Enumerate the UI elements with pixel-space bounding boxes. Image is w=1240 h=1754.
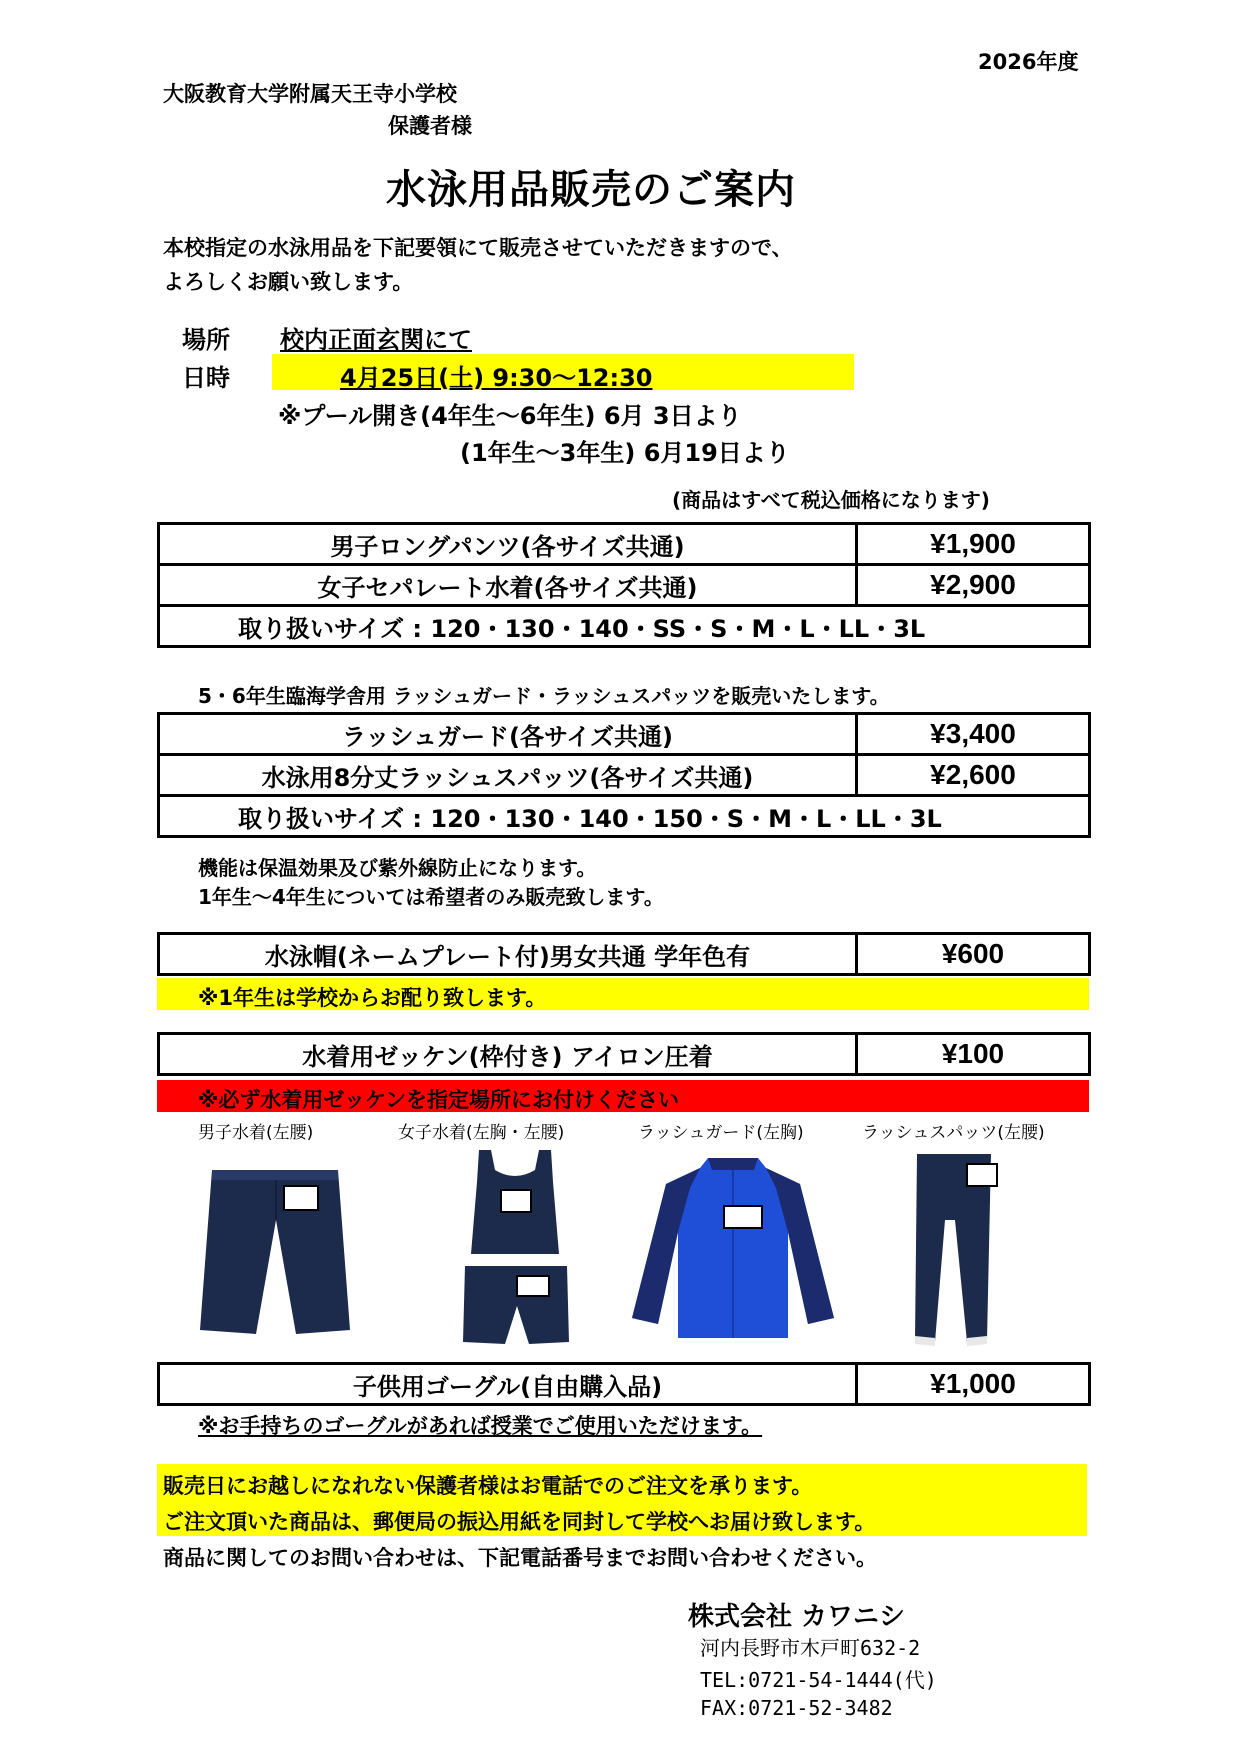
photo-caption: ラッシュガード(左胸) (638, 1123, 804, 1143)
rash-guard-photo (628, 1148, 838, 1348)
boys-trunks-photo (190, 1150, 360, 1350)
company-address: 河内長野市木戸町632-2 (700, 1636, 921, 1660)
item-name: 子供用ゴーグル(自由購入品) (159, 1364, 857, 1405)
function-note: 機能は保温効果及び紫外線防止になります。 (198, 856, 597, 880)
item-price: ¥1,000 (857, 1364, 1090, 1405)
table-row (159, 714, 1090, 755)
company-name: 株式会社 カワニシ (688, 1602, 906, 1632)
delivery-note: ご注文頂いた商品は、郵便局の振込用紙を同封して学校へお届け致します。 (163, 1510, 876, 1534)
place-label: 場所 (182, 326, 230, 354)
goggles-note: ※お手持ちのゴーグルがあれば授業でご使用いただけます。 (198, 1414, 763, 1438)
cap-note: ※1年生は学校からお配り致します。 (198, 986, 547, 1010)
inquiry-note: 商品に関してのお問い合わせは、下記電話番号までお問い合わせください。 (163, 1546, 877, 1570)
fiscal-year: 2026年度 (978, 50, 1079, 74)
size-range: 取り扱いサイズ : 120・130・140・SS・S・M・L・LL・3L (159, 606, 1090, 647)
item-name: 水泳用8分丈ラッシュスパッツ(各サイズ共通) (159, 755, 857, 796)
date-label: 日時 (182, 364, 230, 392)
intro-line-1: 本校指定の水泳用品を下記要領にて販売させていただきますので、 (163, 236, 793, 260)
table-row (159, 565, 1090, 606)
swimwear-price-table (157, 522, 1091, 648)
date-value: 4月25日(土) 9:30〜12:30 (340, 364, 653, 392)
pool-opening-lower: (1年生〜3年生) 6月19日より (460, 439, 790, 467)
item-price: ¥2,600 (857, 755, 1090, 796)
phone-order-note: 販売日にお越しになれない保護者様はお電話でのご注文を承ります。 (163, 1474, 813, 1498)
item-price: ¥600 (857, 934, 1090, 975)
table-row (159, 1364, 1090, 1405)
table-row (159, 1034, 1090, 1075)
item-name: 男子ロングパンツ(各サイズ共通) (159, 524, 857, 565)
company-fax: FAX:0721-52-3482 (700, 1696, 893, 1720)
size-range: 取り扱いサイズ : 120・130・140・150・S・M・L・LL・3L (159, 796, 1090, 837)
zekken-price-table (157, 1032, 1091, 1076)
table-row (159, 796, 1090, 837)
item-price: ¥3,400 (857, 714, 1090, 755)
photo-caption: 男子水着(左腰) (198, 1123, 314, 1143)
grade-note: 1年生〜4年生については希望者のみ販売致します。 (198, 885, 664, 909)
item-name: 水着用ゼッケン(枠付き) アイロン圧着 (159, 1034, 857, 1075)
item-name: 女子セパレート水着(各サイズ共通) (159, 565, 857, 606)
table-row (159, 755, 1090, 796)
zekken-note: ※必ず水着用ゼッケンを指定場所にお付けください (198, 1088, 679, 1112)
rash-spats-photo (895, 1150, 1005, 1350)
item-name: 水泳帽(ネームプレート付)男女共通 学年色有 (159, 934, 857, 975)
photo-caption: ラッシュスパッツ(左腰) (862, 1123, 1045, 1143)
addressee-school: 大阪教育大学附属天王寺小学校 (163, 82, 457, 106)
place-value: 校内正面玄関にて (280, 326, 472, 354)
goggles-price-table (157, 1362, 1091, 1406)
item-name: ラッシュガード(各サイズ共通) (159, 714, 857, 755)
page-title: 水泳用品販売のご案内 (386, 167, 796, 213)
addressee-parents: 保護者様 (388, 114, 472, 138)
table-row (159, 934, 1090, 975)
company-tel: TEL:0721-54-1444(代) (700, 1668, 937, 1692)
table-row (159, 524, 1090, 565)
item-price: ¥2,900 (857, 565, 1090, 606)
rash-intro: 5・6年生臨海学舎用 ラッシュガード・ラッシュスパッツを販売いたします。 (198, 684, 890, 708)
tax-note: (商品はすべて税込価格になります) (672, 488, 990, 512)
item-price: ¥1,900 (857, 524, 1090, 565)
intro-line-2: よろしくお願い致します。 (163, 270, 414, 294)
table-row (159, 606, 1090, 647)
item-price: ¥100 (857, 1034, 1090, 1075)
pool-opening-upper: ※プール開き(4年生〜6年生) 6月 3日より (278, 402, 742, 430)
cap-price-table (157, 932, 1091, 976)
photo-caption: 女子水着(左胸・左腰) (398, 1123, 565, 1143)
rash-price-table (157, 712, 1091, 838)
girls-separate-swimsuit-photo (455, 1142, 575, 1352)
